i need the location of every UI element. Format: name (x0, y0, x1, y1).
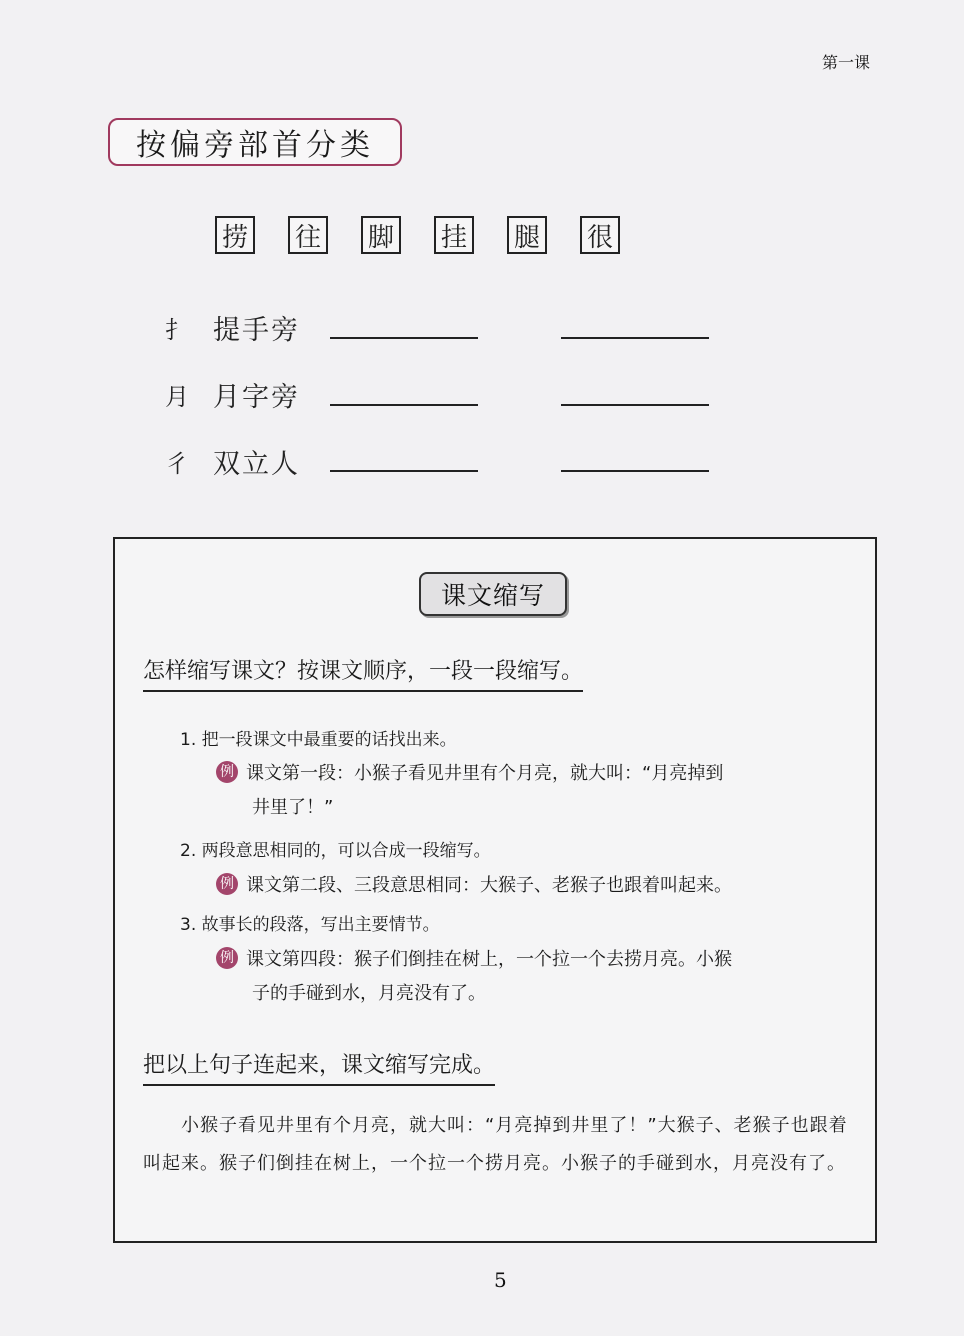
answer-blank[interactable] (561, 404, 709, 406)
character-box: 腿 (507, 216, 547, 254)
example-text-cont: 井里了！” (252, 797, 334, 818)
character-box: 脚 (361, 216, 401, 254)
character-box: 挂 (434, 216, 474, 254)
example-1 (216, 757, 852, 825)
answer-blank[interactable] (330, 470, 478, 472)
step-2: 2. 两段意思相同的，可以合成一段缩写。 (180, 841, 491, 861)
answer-blank[interactable] (330, 404, 478, 406)
answer-blank[interactable] (561, 470, 709, 472)
radical-row-step (165, 442, 329, 481)
radical-symbol: 扌 (165, 316, 189, 344)
page-number: 5 (494, 1268, 507, 1292)
radical-symbol: 彳 (165, 450, 189, 478)
example-3 (216, 943, 852, 1011)
example-2 (216, 869, 852, 903)
radical-symbol: 月 (165, 383, 189, 411)
radical-row-flesh (165, 375, 329, 414)
lesson-label: 第一课 (822, 53, 871, 72)
character-box: 往 (288, 216, 328, 254)
step-3: 3. 故事长的段落，写出主要情节。 (180, 915, 440, 935)
summary-question: 怎样缩写课文？按课文顺序，一段一段缩写。 (143, 654, 583, 692)
connect-heading: 把以上句子连起来，课文缩写完成。 (143, 1048, 495, 1086)
radical-name: 双立人 (213, 449, 300, 480)
example-badge: 例 (216, 761, 238, 783)
summary-section-title: 课文缩写 (419, 572, 567, 616)
summary-final-text: 小猴子看见井里有个月亮，就大叫：“月亮掉到井里了！”大猴子、老猴子也跟着叫起来。猴子们倒挂在树上，一个拉一个捞月亮。小猴子的手碰到水，月亮没有了。 (143, 1115, 848, 1174)
answer-blank[interactable] (561, 337, 709, 339)
character-box: 捞 (215, 216, 255, 254)
character-box: 很 (580, 216, 620, 254)
radical-name: 提手旁 (213, 315, 300, 346)
example-badge: 例 (216, 947, 238, 969)
example-text-cont: 子的手碰到水，月亮没有了。 (252, 983, 486, 1004)
character-row (215, 216, 620, 254)
radical-section-title: 按偏旁部首分类 (108, 118, 402, 166)
example-text: 课文第四段：猴子们倒挂在树上，一个拉一个去捞月亮。小猴 (246, 949, 732, 970)
example-text: 课文第一段：小猴子看见井里有个月亮，就大叫：“月亮掉到 (246, 763, 724, 784)
example-badge: 例 (216, 873, 238, 895)
step-1: 1. 把一段课文中最重要的话找出来。 (180, 730, 457, 750)
answer-blank[interactable] (330, 337, 478, 339)
radical-row-hand (165, 308, 329, 347)
example-text: 课文第二段、三段意思相同：大猴子、老猴子也跟着叫起来。 (246, 875, 732, 896)
radical-name: 月字旁 (213, 382, 300, 413)
